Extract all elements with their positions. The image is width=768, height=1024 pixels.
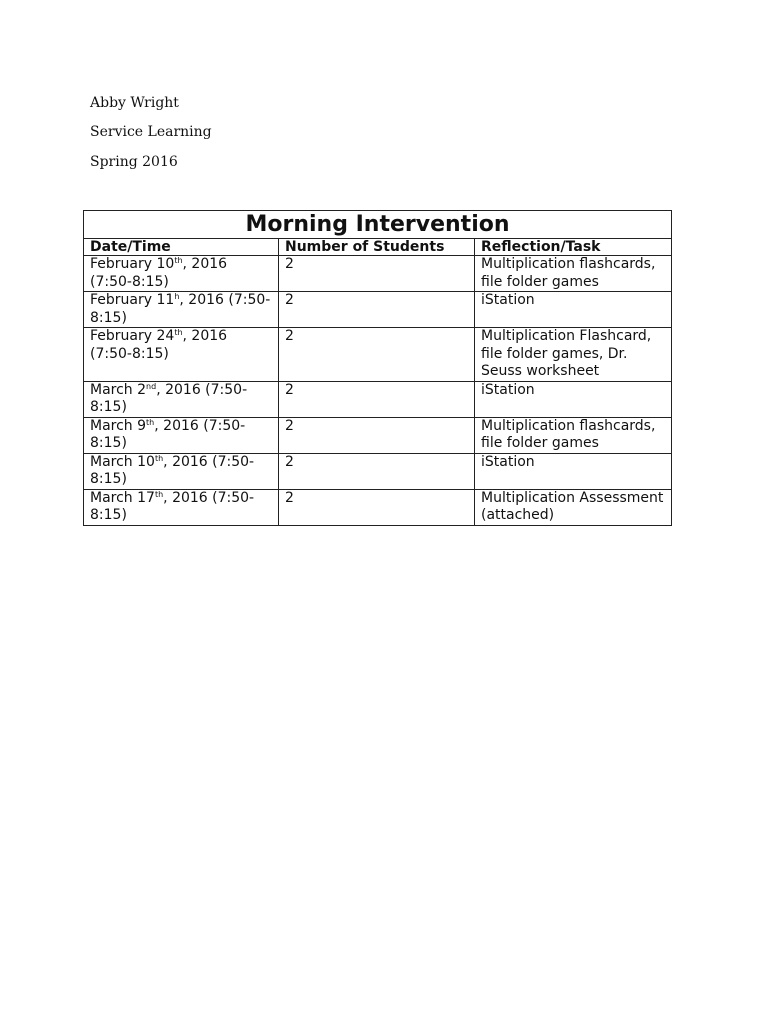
students-cell: 2: [279, 292, 475, 328]
students-cell: 2: [279, 453, 475, 489]
students-cell: 2: [279, 256, 475, 292]
students-cell: 2: [279, 328, 475, 382]
table-row: [84, 417, 672, 453]
date-time-text: , 2016 (7:50-8:15): [90, 417, 246, 451]
date-time-text: , 2016 (7:50-8:15): [90, 381, 248, 415]
date-suffix: th: [154, 453, 164, 463]
date-text: February 10: [90, 256, 175, 272]
table-row: [84, 489, 672, 525]
task-cell: iStation: [475, 453, 672, 489]
students-cell: 2: [279, 417, 475, 453]
date-cell: [84, 256, 279, 292]
date-suffix: h: [174, 292, 180, 301]
table-row: [84, 256, 672, 292]
students-cell: 2: [279, 489, 475, 525]
table-title-row: [84, 211, 672, 239]
column-header-task: Reflection/Task: [475, 239, 672, 256]
author-name: Abby Wright: [90, 95, 179, 111]
table-row: [84, 292, 672, 328]
date-suffix: nd: [146, 381, 157, 391]
task-cell: iStation: [475, 381, 672, 417]
students-cell: 2: [279, 381, 475, 417]
date-suffix: th: [146, 417, 155, 427]
date-text: March 9: [90, 417, 147, 434]
task-cell: Multiplication Flashcard, file folder games, Dr. Seuss worksheet: [475, 328, 672, 382]
date-time-text: , 2016 (7:50-8:15): [90, 256, 228, 290]
term-label: Spring 2016: [90, 154, 178, 170]
date-cell: [84, 328, 279, 382]
date-cell: [84, 453, 279, 489]
date-time-text: , 2016 (7:50-8:15): [90, 292, 271, 326]
intervention-table: [83, 210, 672, 526]
task-cell: Multiplication flashcards, file folder games: [475, 256, 672, 292]
date-cell: [84, 381, 279, 417]
date-suffix: th: [174, 256, 183, 265]
date-text: March 10: [90, 453, 155, 470]
task-cell: iStation: [475, 292, 672, 328]
course-name: Service Learning: [90, 124, 212, 140]
table-row: [84, 328, 672, 382]
date-cell: [84, 417, 279, 453]
date-text: March 17: [90, 489, 155, 506]
date-suffix: th: [174, 328, 183, 337]
date-text: February 24: [90, 328, 175, 344]
date-time-text: , 2016 (7:50-8:15): [90, 453, 255, 487]
table-row: [84, 453, 672, 489]
date-text: February 11: [90, 292, 175, 308]
column-header-date: Date/Time: [84, 239, 279, 256]
date-cell: [84, 292, 279, 328]
table-title: Morning Intervention: [84, 211, 672, 239]
column-header-students: Number of Students: [279, 239, 475, 256]
date-time-text: , 2016 (7:50-8:15): [90, 328, 228, 362]
date-suffix: th: [154, 489, 164, 499]
table-header-row: [84, 239, 672, 256]
table-row: [84, 381, 672, 417]
date-text: March 2: [90, 381, 147, 398]
date-time-text: , 2016 (7:50-8:15): [90, 489, 255, 523]
date-cell: [84, 489, 279, 525]
task-cell: Multiplication flashcards, file folder games: [475, 417, 672, 453]
task-cell: Multiplication Assessment (attached): [475, 489, 672, 525]
